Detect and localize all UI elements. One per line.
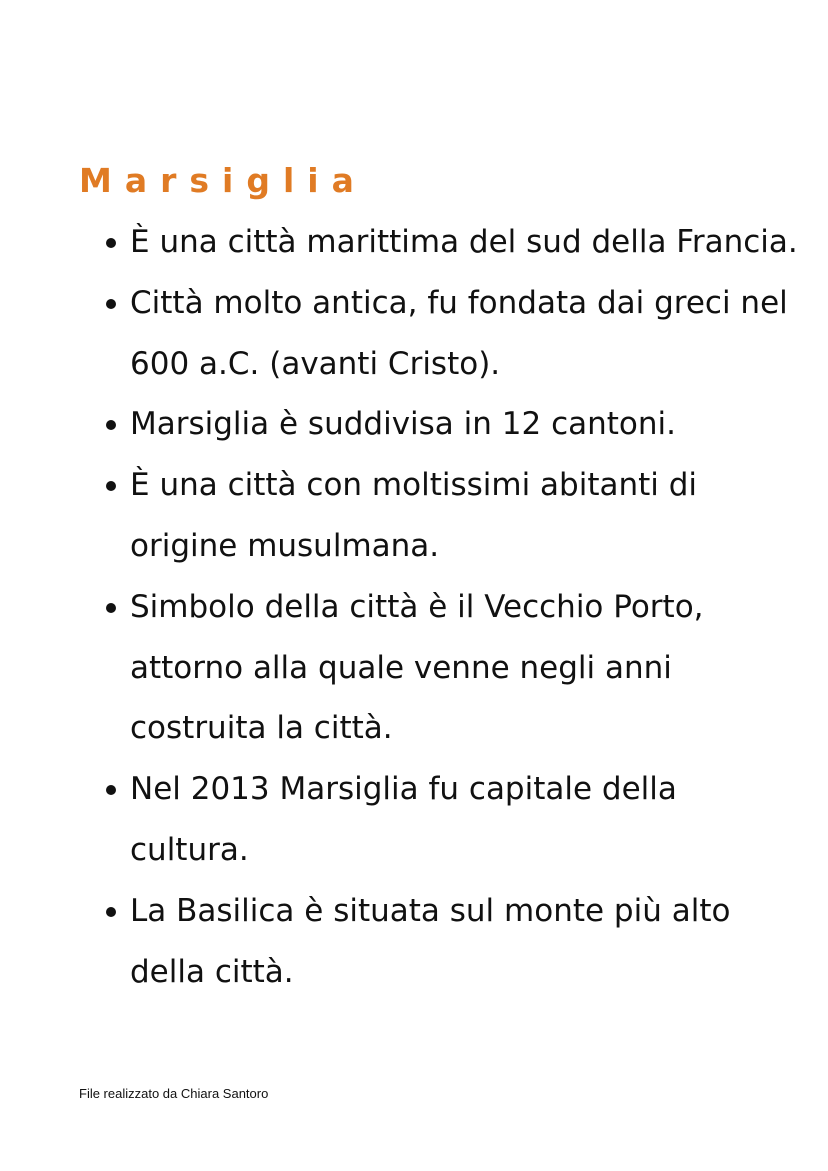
list-item (104, 881, 804, 1003)
bullet-icon (106, 907, 116, 917)
page-title: Marsiglia (79, 161, 367, 200)
bullet-icon (106, 785, 116, 795)
bullet-icon (106, 481, 116, 491)
footer-credit: File realizzato da Chiara Santoro (79, 1086, 269, 1101)
list-item-text: È una città marittima del sud della Francia. (130, 224, 798, 260)
list-item (104, 273, 804, 395)
list-item (104, 394, 804, 455)
list-item-text: Simbolo della città è il Vecchio Porto, attorno alla quale venne negli anni costruita la città. (130, 588, 704, 747)
bullet-icon (106, 238, 116, 248)
bullet-icon (106, 603, 116, 613)
list-item-text: La Basilica è situata sul monte più alto della città. (130, 892, 731, 990)
list-item-text: Nel 2013 Marsiglia fu capitale della cultura. (130, 771, 677, 868)
bullet-icon (106, 299, 116, 309)
list-item (104, 759, 804, 881)
list-item-text: Città molto antica, fu fondata dai greci nel 600 a.C. (avanti Cristo). (130, 284, 788, 382)
list-item (104, 577, 804, 759)
list-item-text: È una città con moltissimi abitanti di origine musulmana. (130, 467, 698, 564)
bullet-icon (106, 420, 116, 430)
list-item (104, 455, 804, 577)
bullet-list (104, 212, 804, 1002)
list-item (104, 212, 804, 273)
list-item-text: Marsiglia è suddivisa in 12 cantoni. (130, 406, 676, 443)
